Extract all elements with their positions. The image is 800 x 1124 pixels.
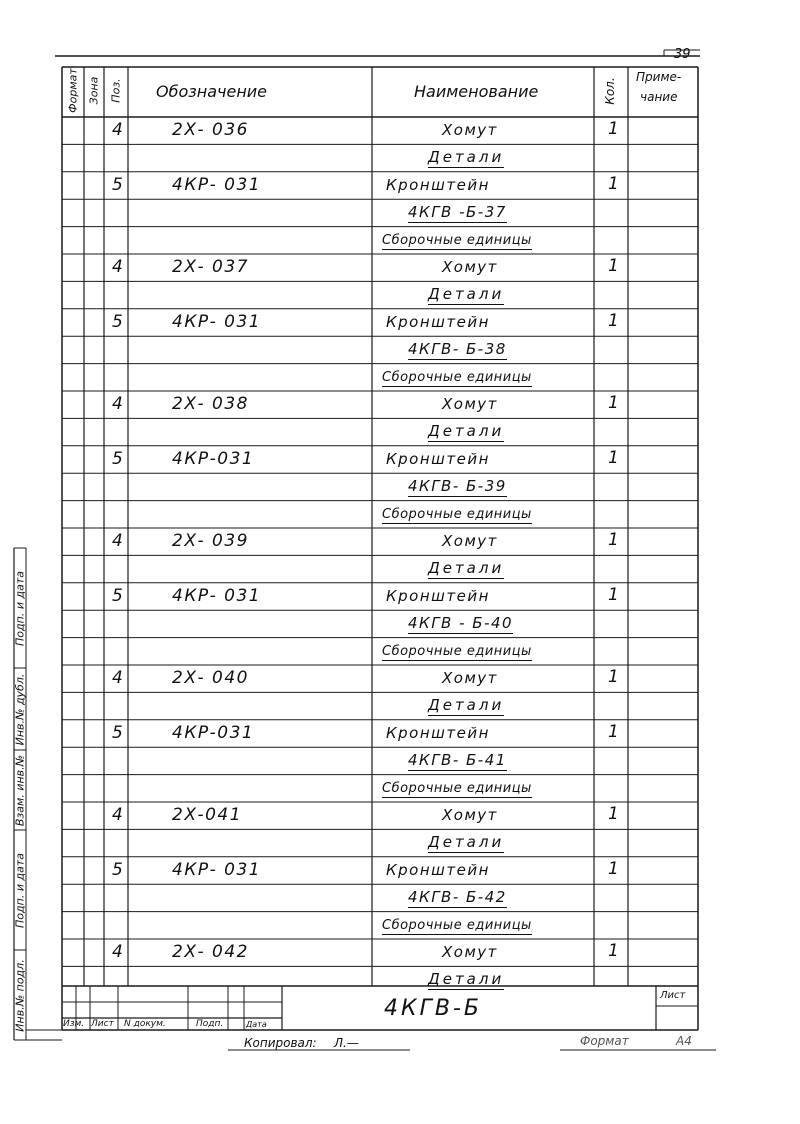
row-pos: 4 [112,805,123,825]
table-row [62,802,698,829]
row-name: Сборочные единицы [382,369,532,385]
row-pos: 5 [112,448,123,469]
header-format: Формат [66,68,80,113]
row-name: Детали [428,148,505,167]
table-row [62,692,698,719]
table-row [62,555,698,582]
row-pos: 4 [112,394,123,414]
row-name: Кронштейн [386,175,490,194]
table-row [62,446,698,473]
header-qty: Кол. [603,77,617,105]
row-pos: 4 [112,120,123,140]
row-name: Хомут [442,532,498,550]
table-row [62,775,698,802]
header-name: Наименование [414,82,539,101]
row-pos: 4 [112,257,123,277]
col-list: Лист [91,1019,114,1029]
row-name: Кронштейн [386,586,490,605]
table-row [62,172,698,199]
row-name: Детали [428,970,505,989]
row-name: Кронштейн [386,449,490,468]
row-qty: 1 [608,256,619,276]
table-row [62,966,698,993]
table-row [62,747,698,774]
table-row [62,254,698,281]
table-row [62,418,698,445]
table-row [62,309,698,336]
table-row [62,638,698,665]
row-qty: 1 [608,584,619,605]
row-name: Хомут [442,258,498,276]
row-name: 4КГВ -Б-37 [408,203,507,222]
row-designation: 2Х- 039 [172,531,249,551]
row-name: Сборочные единицы [382,506,532,522]
row-pos: 5 [112,722,123,743]
row-pos: 5 [112,311,123,332]
row-pos: 4 [112,531,123,551]
table-row [62,720,698,747]
format-value: А4 [676,1034,692,1048]
side-label-sign-date-2: Подп. и дата [13,853,27,928]
table-row [62,939,698,966]
row-designation: 4КР- 031 [172,859,262,880]
header-note-line1: Приме- [636,70,682,84]
table-row [62,144,698,171]
table-row [62,473,698,500]
row-pos: 5 [112,585,123,606]
row-name: Детали [428,559,505,578]
row-designation: 2Х- 038 [172,394,249,414]
table-row [62,364,698,391]
row-qty: 1 [608,119,619,139]
row-qty: 1 [608,447,619,468]
row-qty: 1 [608,530,619,550]
row-name: Кронштейн [386,312,490,331]
header-zone: Зона [87,76,101,105]
table-row [62,884,698,911]
row-pos: 5 [112,174,123,195]
side-label-inv-podl: Инв.№ подл. [13,959,27,1032]
row-name: Хомут [442,806,498,824]
row-qty: 1 [608,721,619,742]
header-note-line2: чание [640,90,678,104]
copied-signature: Л.— [334,1036,359,1050]
row-qty: 1 [608,858,619,879]
row-name: Сборочные единицы [382,643,532,659]
table-row [62,857,698,884]
header-pos: Поз. [109,78,123,103]
col-izm: Изм. [63,1019,85,1029]
table-row [62,117,698,144]
row-pos: 5 [112,859,123,880]
row-name: Сборочные единицы [382,232,532,248]
row-name: Кронштейн [386,723,490,742]
row-designation: 2Х-041 [172,805,243,825]
sheet-number: 39 [674,47,691,62]
table-row [62,227,698,254]
format-label: Формат [580,1034,629,1048]
row-designation: 2Х- 036 [172,120,249,140]
table-row [62,610,698,637]
table-row [62,391,698,418]
col-ndokum: N докум. [124,1019,166,1029]
row-name: Детали [428,833,505,852]
row-name: Детали [428,285,505,304]
row-qty: 1 [608,173,619,194]
table-row [62,336,698,363]
row-name: 4КГВ- Б-41 [408,751,507,770]
col-podp: Подп. [196,1019,224,1029]
row-pos: 4 [112,942,123,962]
side-label-inv-dubl: Инв.№ дубл. [13,673,27,746]
row-name: Сборочные единицы [382,780,532,796]
row-name: Хомут [442,943,498,961]
row-name: Детали [428,696,505,715]
row-designation: 4КР- 031 [172,174,262,195]
side-label-sign-date: Подп. и дата [13,571,27,646]
copied-label: Копировал: [244,1036,317,1050]
row-qty: 1 [608,310,619,331]
col-data: Дата [246,1020,267,1029]
header-designation: Обозначение [156,82,268,101]
row-name: Кронштейн [386,860,490,879]
row-designation: 2Х- 042 [172,942,249,962]
row-designation: 4КР- 031 [172,585,262,606]
row-designation: 2Х- 037 [172,257,249,277]
row-name: Хомут [442,395,498,413]
row-qty: 1 [608,393,619,413]
table-row [62,665,698,692]
table-row [62,829,698,856]
table-row [62,912,698,939]
row-name: Хомут [442,121,498,139]
row-designation: 2Х- 040 [172,668,249,688]
row-name: 4КГВ - Б-40 [408,614,514,633]
row-qty: 1 [608,667,619,687]
row-name: 4КГВ- Б-39 [408,477,507,496]
row-designation: 4КР-031 [172,722,255,743]
row-name: 4КГВ- Б-42 [408,888,507,907]
sheet-label: Лист [660,990,686,1001]
row-name: Сборочные единицы [382,917,532,933]
row-name: Хомут [442,669,498,687]
row-qty: 1 [608,804,619,824]
row-name: Детали [428,422,505,441]
table-row [62,281,698,308]
side-label-vzam-inv: Взам. инв.№ [13,754,27,827]
row-qty: 1 [608,941,619,961]
table-row [62,501,698,528]
document-code: 4КГВ-Б [384,996,482,1021]
table-row [62,199,698,226]
table-row [62,583,698,610]
row-pos: 4 [112,668,123,688]
row-name: 4КГВ- Б-38 [408,340,507,359]
row-designation: 4КР- 031 [172,311,262,332]
table-row [62,528,698,555]
row-designation: 4КР-031 [172,448,255,469]
